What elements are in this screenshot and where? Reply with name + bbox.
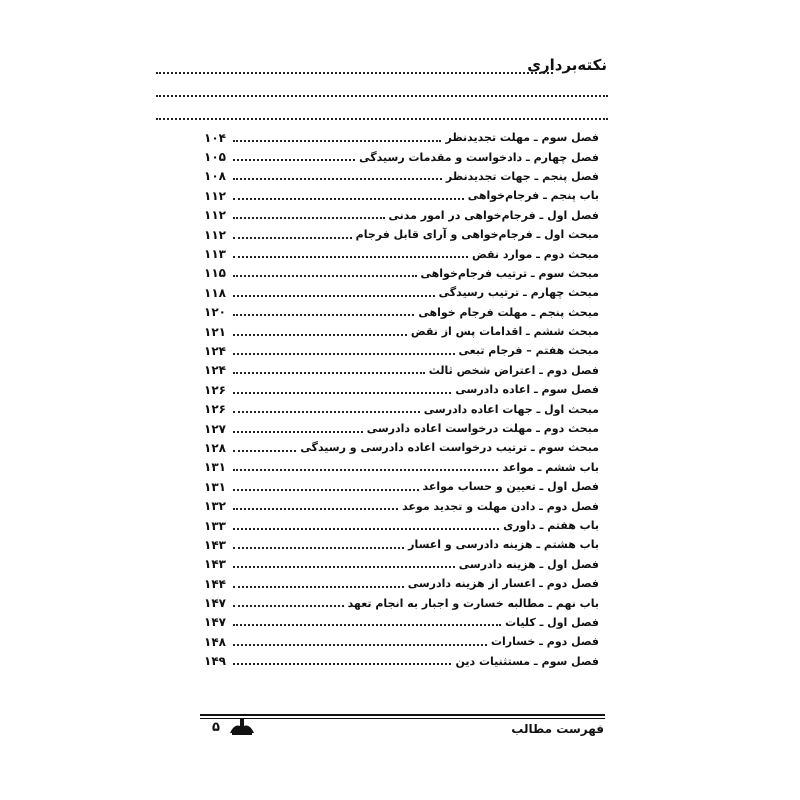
toc-entry-page: ۱۱۲ [204, 227, 226, 242]
toc-dot-leader [233, 508, 398, 510]
toc-dot-leader [233, 392, 451, 394]
toc-entry [204, 380, 599, 399]
toc-entry [204, 225, 599, 244]
publisher-logo-icon [229, 718, 255, 736]
note-dotted-line [156, 95, 608, 97]
toc-entry [204, 516, 599, 535]
toc-entry-page: ۱۳۲ [204, 499, 226, 514]
toc-dot-leader [233, 334, 407, 336]
toc-entry [204, 613, 599, 632]
toc-entry-title: مبحث پنجم ـ مهلت فرجام خواهی [418, 305, 599, 319]
toc-dot-leader [233, 217, 385, 219]
toc-entry-page: ۱۳۱ [204, 460, 226, 475]
toc-entry [204, 167, 599, 186]
toc-dot-leader [233, 198, 464, 200]
toc-dot-leader [233, 178, 442, 180]
toc-entry-title: فصل سوم ـ مستثنیات دین [455, 654, 599, 668]
toc-entry [204, 496, 599, 515]
toc-dot-leader [233, 372, 425, 374]
toc-entry [204, 477, 599, 496]
toc-dot-leader [233, 431, 363, 433]
toc-entry-title: باب نهم ـ مطالبه خسارت و اجبار به انجام تعهد [347, 596, 599, 610]
toc-dot-leader [233, 411, 420, 413]
toc-entry-page: ۱۰۵ [204, 150, 226, 165]
toc-entry-title: مبحث چهارم ـ ترتیب رسیدگی [438, 286, 599, 300]
toc-dot-leader [233, 528, 499, 530]
toc-entry-title: مبحث دوم ـ مهلت درخواست اعاده دادرسی [366, 422, 599, 436]
toc-entry-page: ۱۴۳ [204, 537, 226, 552]
toc-entry-title: فصل دوم ـ خسارات [490, 635, 599, 649]
toc-entry-title: فصل دوم ـ دادن مهلت و تجدید موعد [402, 499, 599, 513]
toc-entry-title: فصل اول ـ هزینه دادرسی [458, 557, 599, 571]
toc-entry-title: فصل اول ـ تعیین و حساب مواعد [422, 480, 599, 494]
toc-dot-leader [233, 663, 451, 665]
toc-entry [204, 206, 599, 225]
note-dotted-line [156, 72, 553, 74]
toc-entry [204, 593, 599, 612]
toc-entry-page: ۱۴۳ [204, 557, 226, 572]
notes-title: نکته‌برداری [527, 56, 607, 74]
toc-dot-leader [233, 256, 468, 258]
toc-entry [204, 399, 599, 418]
toc-entry-page: ۱۰۸ [204, 169, 226, 184]
toc-entry [204, 322, 599, 341]
toc-dot-leader [233, 275, 417, 277]
toc-entry-page: ۱۴۴ [204, 576, 226, 591]
toc-entry-page: ۱۲۷ [204, 421, 226, 436]
toc-entry-page: ۱۲۴ [204, 343, 226, 358]
toc-entry [204, 186, 599, 205]
toc-entry-page: ۱۱۲ [204, 188, 226, 203]
toc-entry-title: فصل سوم ـ مهلت تجدیدنظر [445, 131, 599, 145]
toc-entry-title: فصل پنجم ـ جهات تجدیدنظر [445, 169, 599, 183]
toc-entry-title: فصل دوم ـ اعسار از هزینه دادرسی [407, 577, 599, 591]
toc-entry-title: مبحث هفتم – فرجام تبعی [458, 344, 599, 358]
toc-entry-page: ۱۱۸ [204, 285, 226, 300]
toc-entry [204, 283, 599, 302]
toc-entry-page: ۱۰۴ [204, 130, 226, 145]
toc-entry-page: ۱۴۷ [204, 596, 226, 611]
toc-dot-leader [233, 644, 487, 646]
note-dotted-line [156, 118, 608, 120]
toc-dot-leader [233, 489, 419, 491]
toc-entry-title: مبحث سوم ـ ترتیب فرجام‌خواهی [420, 266, 599, 280]
toc-dot-leader [233, 295, 435, 297]
toc-entry [204, 361, 599, 380]
toc-entry-title: مبحث دوم ـ موارد نقض [471, 247, 599, 261]
toc-entry-page: ۱۳۱ [204, 479, 226, 494]
toc-entry [204, 128, 599, 147]
toc-entry-title: فصل چهارم ـ دادخواست و مقدمات رسیدگی [359, 150, 599, 164]
toc-entry-title: مبحث ششم ـ اقدامات پس از نقض [410, 325, 599, 339]
toc-entry-page: ۱۱۵ [204, 266, 226, 281]
toc-dot-leader [233, 159, 355, 161]
toc-entry [204, 632, 599, 651]
toc-dot-leader [233, 605, 344, 607]
footer-rule [200, 718, 605, 719]
toc-entry-title: فصل دوم ـ اعتراض شخص ثالث [428, 363, 599, 377]
toc-entry-page: ۱۲۱ [204, 324, 226, 339]
toc-entry-page: ۱۲۸ [204, 440, 226, 455]
toc-entry-title: باب هفتم ـ داوری [503, 519, 599, 532]
toc-dot-leader [233, 314, 414, 316]
toc-entry-page: ۱۲۶ [204, 382, 226, 397]
toc-entry [204, 574, 599, 593]
toc-dot-leader [233, 624, 501, 626]
toc-entry [204, 303, 599, 322]
toc-entry [204, 652, 599, 671]
toc-entry [204, 147, 599, 166]
toc-entry-title: مبحث اول ـ جهات اعاده دادرسی [423, 402, 599, 416]
table-of-contents [204, 128, 599, 671]
toc-entry-title: فصل اول ـ کلیات [505, 615, 599, 629]
footer-page-number: ۵ [212, 720, 220, 735]
toc-entry-title: باب ششم ـ مواعد [502, 460, 599, 474]
footer-title: فهرست مطالب [511, 722, 604, 736]
toc-dot-leader [233, 140, 441, 142]
toc-entry-title: مبحث اول ـ فرجام‌خواهی و آرای قابل فرجام [355, 228, 599, 242]
toc-entry [204, 555, 599, 574]
toc-dot-leader [233, 353, 455, 355]
toc-entry-title: مبحث سوم ـ ترتیب درخواست اعاده دادرسی و رسیدگی [300, 441, 599, 455]
toc-dot-leader [233, 450, 296, 452]
toc-entry-page: ۱۱۳ [204, 247, 226, 262]
toc-entry [204, 341, 599, 360]
toc-entry-page: ۱۱۲ [204, 208, 226, 223]
toc-entry [204, 438, 599, 457]
footer-rule [200, 714, 605, 716]
toc-entry [204, 244, 599, 263]
toc-entry-page: ۱۴۸ [204, 634, 226, 649]
toc-dot-leader [233, 237, 352, 239]
toc-entry [204, 419, 599, 438]
toc-entry-page: ۱۲۶ [204, 402, 226, 417]
toc-entry-page: ۱۴۹ [204, 654, 226, 669]
toc-entry-title: باب هشتم ـ هزینه دادرسی و اعسار [408, 538, 599, 552]
toc-entry [204, 535, 599, 554]
toc-entry-page: ۱۲۰ [204, 305, 226, 320]
toc-entry-page: ۱۲۴ [204, 363, 226, 378]
toc-entry-title: باب پنجم ـ فرجام‌خواهی [467, 189, 599, 203]
toc-entry-title: فصل سوم ـ اعاده دادرسی [455, 383, 599, 397]
toc-entry [204, 264, 599, 283]
toc-entry-page: ۱۴۷ [204, 615, 226, 630]
toc-entry-title: فصل اول ـ فرجام‌خواهی در امور مدنی [388, 208, 599, 222]
toc-dot-leader [233, 469, 498, 471]
toc-entry-page: ۱۳۳ [204, 518, 226, 533]
toc-dot-leader [233, 547, 404, 549]
toc-dot-leader [233, 586, 404, 588]
toc-entry [204, 458, 599, 477]
toc-dot-leader [233, 566, 455, 568]
